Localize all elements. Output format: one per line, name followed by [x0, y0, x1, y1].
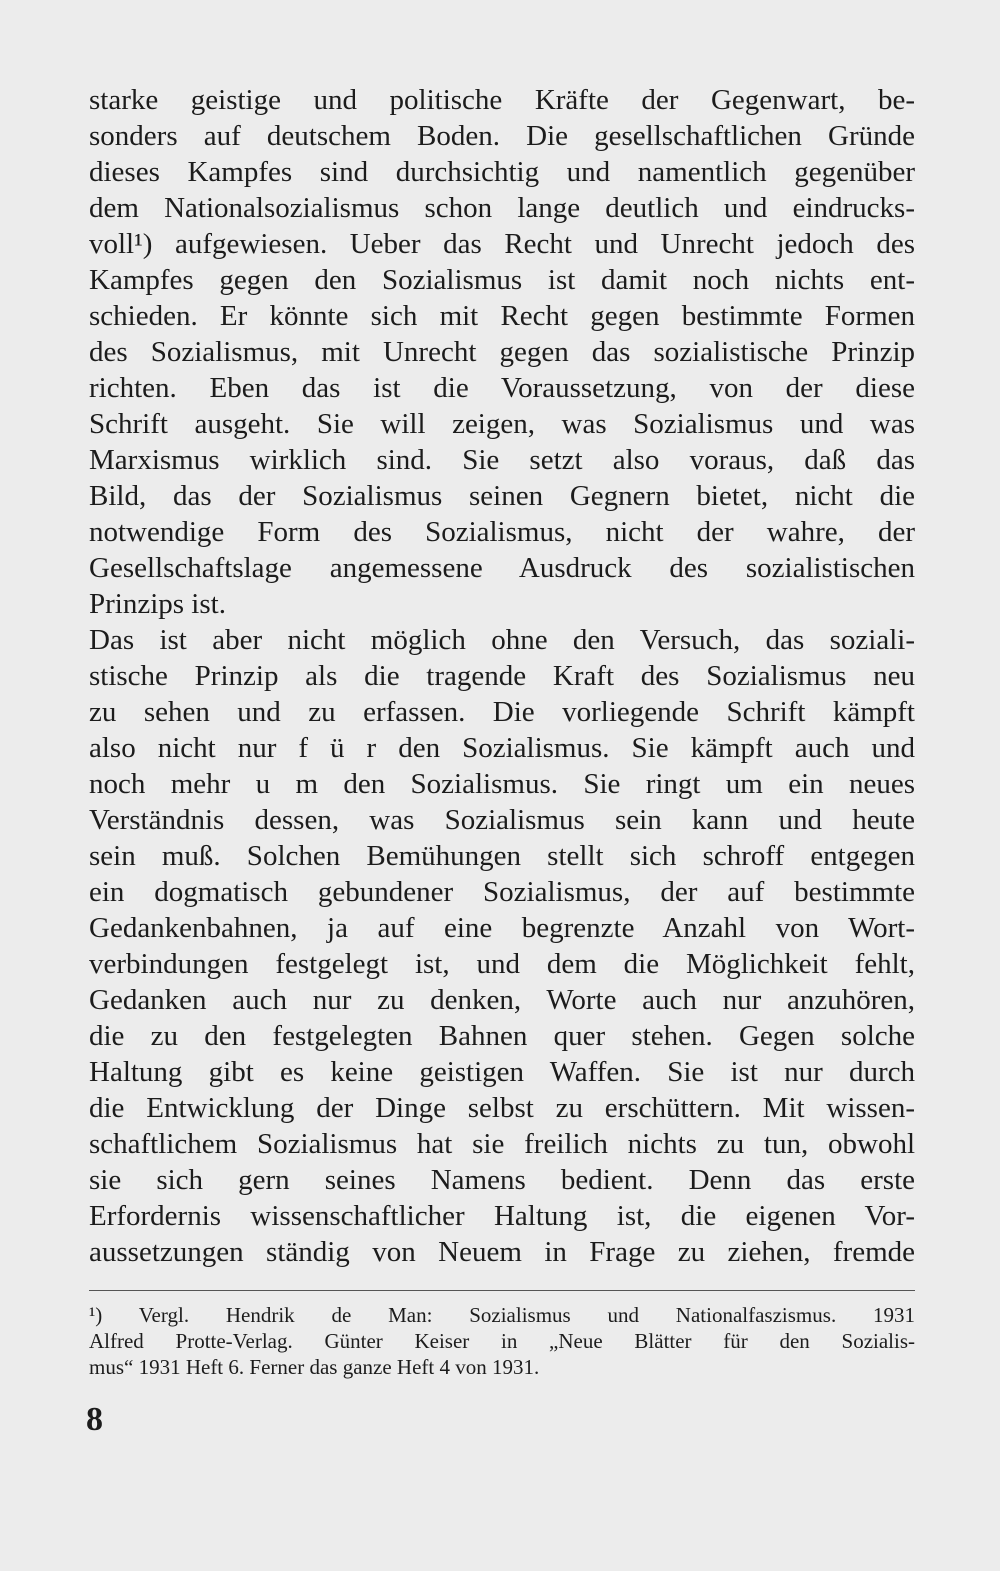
text-line: Prinzips ist. [89, 588, 226, 620]
text-line: zu sehen und zu erfassen. Die vorliegende Schrift kämpft [89, 696, 915, 728]
text-line: Gedankenbahnen, ja auf eine begrenzte Anzahl von Wort- [89, 912, 915, 944]
text-line: stische Prinzip als die tragende Kraft des Sozialismus neu [89, 660, 915, 692]
text-line: Bild, das der Sozialismus seinen Gegnern bietet, nicht die [89, 480, 915, 512]
text-line: dieses Kampfes sind durchsichtig und namentlich gegenüber [89, 156, 915, 188]
text-line: richten. Eben das ist die Voraussetzung, von der diese [89, 372, 915, 404]
text-line: des Sozialismus, mit Unrecht gegen das sozialistische Prinzip [89, 336, 915, 368]
text-line: die Entwicklung der Dinge selbst zu erschüttern. Mit wissen- [89, 1092, 915, 1124]
footnotes [89, 1302, 915, 1380]
footnote-line: mus“ 1931 Heft 6. Ferner das ganze Heft 4 von 1931. [89, 1355, 540, 1379]
text-line: Marxismus wirklich sind. Sie setzt also voraus, daß das [89, 444, 915, 476]
text-line: ein dogmatisch gebundener Sozialismus, der auf bestimmte [89, 876, 915, 908]
text-line: sein muß. Solchen Bemühungen stellt sich schroff entgegen [89, 840, 915, 872]
text-line: verbindungen festgelegt ist, und dem die Möglichkeit fehlt, [89, 948, 915, 980]
text-line: Kampfes gegen den Sozialismus ist damit noch nichts ent- [89, 264, 915, 296]
footnote-divider [89, 1290, 915, 1291]
footnote-line: Alfred Protte-Verlag. Günter Keiser in „Neue Blätter für den Sozialis- [89, 1329, 915, 1353]
text-line: Gesellschaftslage angemessene Ausdruck des sozialistischen [89, 552, 915, 584]
text-line: also nicht nur f ü r den Sozialismus. Sie kämpft auch und [89, 732, 915, 764]
text-line: voll¹) aufgewiesen. Ueber das Recht und Unrecht jedoch des [89, 228, 915, 260]
text-line: die zu den festgelegten Bahnen quer stehen. Gegen solche [89, 1020, 915, 1052]
text-line: sie sich gern seines Namens bedient. Denn das erste [89, 1164, 915, 1196]
text-line: Gedanken auch nur zu denken, Worte auch nur anzuhören, [89, 984, 915, 1016]
text-line: schaftlichem Sozialismus hat sie freilich nichts zu tun, obwohl [89, 1128, 915, 1160]
text-line: dem Nationalsozialismus schon lange deutlich und eindrucks- [89, 192, 915, 224]
text-line: Schrift ausgeht. Sie will zeigen, was Sozialismus und was [89, 408, 915, 440]
footnote-line: ¹) Vergl. Hendrik de Man: Sozialismus und Nationalfaszismus. 1931 [89, 1303, 915, 1327]
text-line: Das ist aber nicht möglich ohne den Versuch, das soziali- [89, 624, 915, 656]
text-line: Verständnis dessen, was Sozialismus sein kann und heute [89, 804, 915, 836]
text-line: Haltung gibt es keine geistigen Waffen. Sie ist nur durch [89, 1056, 915, 1088]
page-number: 8 [86, 1401, 103, 1438]
text-line: starke geistige und politische Kräfte der Gegenwart, be- [89, 84, 915, 116]
text-line: Erfordernis wissenschaftlicher Haltung ist, die eigenen Vor- [89, 1200, 915, 1232]
text-line: notwendige Form des Sozialismus, nicht der wahre, der [89, 516, 915, 548]
text-line: noch mehr u m den Sozialismus. Sie ringt um ein neues [89, 768, 915, 800]
text-line: schieden. Er könnte sich mit Recht gegen bestimmte Formen [89, 300, 915, 332]
text-line: aussetzungen ständig von Neuem in Frage zu ziehen, fremde [89, 1236, 915, 1268]
body-text [89, 82, 915, 1270]
text-line: sonders auf deutschem Boden. Die gesellschaftlichen Gründe [89, 120, 915, 152]
